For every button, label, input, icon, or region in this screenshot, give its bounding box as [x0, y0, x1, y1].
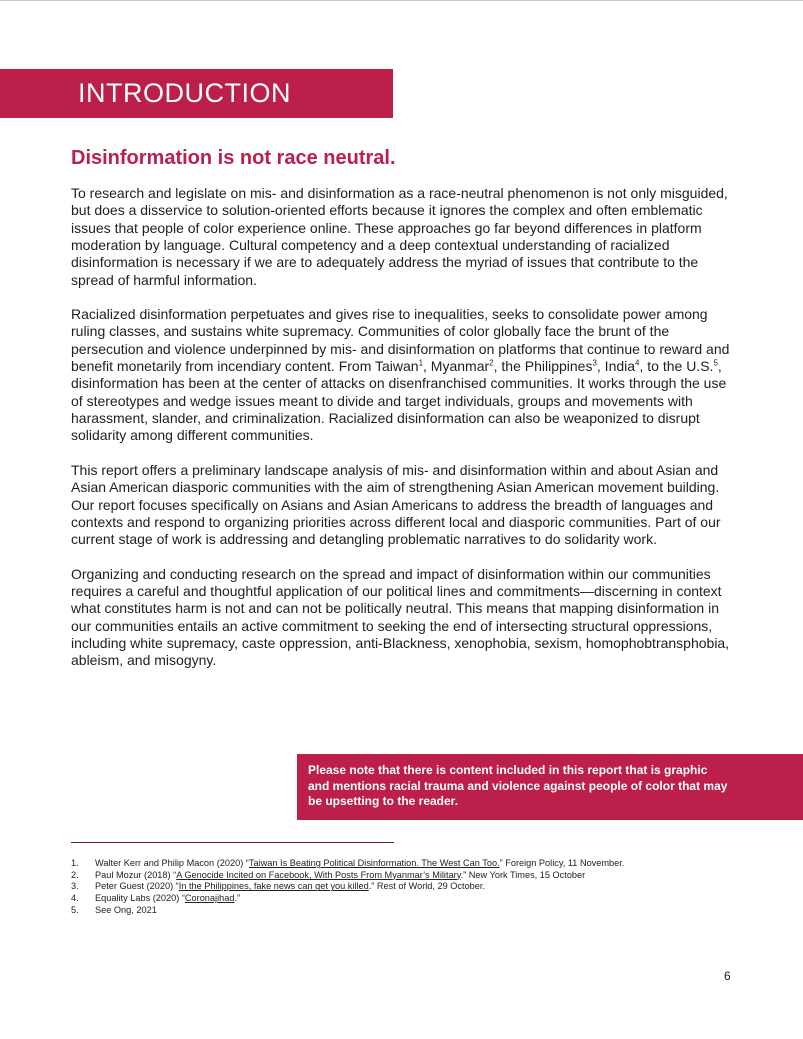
- footnote-text: Peter Guest (2020) “: [95, 881, 179, 892]
- paragraph-2-part-f: , disinformation has been at the center of attacks on disenfranchised communities. It works through the use of stereotypes and wedge issues meant to divide and target individuals, groups and movements with harassment, slander, and criminalization. Racialized disinformation can also be weaponized to disrupt solidarity among different communities.: [71, 358, 727, 444]
- paragraph-3: This report offers a preliminary landscape analysis of mis- and disinformation within and about Asian and Asian American diasporic communities with the aim of strengthening Asian American movement building. Our report focuses specifically on Asians and Asian Americans to address the breadth of languages and contexts and respond to organizing priorities across different local and diasporic communities. Part of our current stage of work is addressing and detangling problematic narratives to do solidarity work.: [71, 461, 721, 548]
- footnote-item: [71, 905, 731, 917]
- paragraph-4: Organizing and conducting research on the spread and impact of disinformation within our communities requires a careful and thoughtful application of our political lines and commitments—discerning in context what constitutes harm is not and can not be politically neutral. This means that mapping disinformation in our communities entails an active commitment to seeking the end of intersecting structural oppressions, including white supremacy, caste oppression, anti-Blackness, xenophobia, sexism, homophobtransphobia, ableism, and misogyny.: [71, 565, 730, 669]
- content-warning-text: Please note that there is content included in this report that is graphic and mentions racial trauma and violence against people of color that may be upsetting to the reader.: [308, 763, 728, 808]
- footnote-ref-1: 1: [418, 358, 424, 368]
- footnote-ref-3: 3: [592, 358, 597, 368]
- paragraph-2-part-a: Racialized disinformation perpetuates and gives rise to inequalities, seeks to consolidate power among ruling classes, and sustains white supremacy. Communities of color globally face the brunt of the persecution and violence underpinned by mis- and disinformation on platforms that continue to reward and benefit monetarily from incendiary content. From Taiwan: [71, 306, 730, 375]
- paragraph-2-part-e: , to the U.S.: [639, 358, 714, 375]
- section-title: INTRODUCTION: [78, 78, 291, 108]
- paragraph-2-part-b: , Myanmar: [423, 358, 490, 375]
- footnote-text-after: .” Rest of World, 29 October.: [368, 881, 486, 892]
- paragraph-1: To research and legislate on mis- and disinformation as a race-neutral phenomenon is not only misguided, but does a disservice to solution-oriented efforts because it ignores the complex and often emblematic issues that people of color experience online. These approaches go far beyond differences in platform moderation by language. Cultural competency and a deep contextual understanding of racialized disinformation is necessary if we are to adequately address the myriad of issues that contribute to the spread of harmful information.: [71, 185, 728, 288]
- paragraph-2-part-d: , India: [596, 358, 636, 375]
- footnote-item: [71, 870, 731, 882]
- footnote-item: [71, 893, 731, 905]
- content-warning-box: [297, 754, 803, 820]
- section-banner: [0, 69, 393, 118]
- footnote-text: Walter Kerr and Philip Macon (2020) “: [95, 858, 249, 868]
- footnote-divider: [71, 842, 394, 843]
- paragraph-2: [71, 306, 735, 445]
- footnote-item: [71, 858, 731, 870]
- footnote-text: Paul Mozur (2018) “: [95, 869, 177, 880]
- footnote-text-after: .”: [234, 893, 241, 904]
- footnote-number: 5.: [71, 904, 79, 915]
- footnote-number: 1.: [71, 858, 79, 868]
- paragraph-2-part-c: , the Philippines: [493, 358, 593, 375]
- footnote-number: 4.: [71, 893, 79, 904]
- footnote-text: See Ong, 2021: [95, 904, 157, 915]
- footnote-item: [71, 881, 731, 893]
- footnote-ref-5: 5: [713, 358, 718, 368]
- page-top-rule: [0, 0, 803, 1]
- footnote-text-after: ” Foreign Policy, 11 November.: [499, 858, 625, 868]
- footnote-link[interactable]: A Genocide Incited on Facebook, With Posts From Myanmar’s Military: [176, 869, 461, 880]
- footnote-link[interactable]: In the Philippines, fake news can get you killed: [178, 881, 369, 892]
- footnote-text: Equality Labs (2020) “: [95, 893, 185, 904]
- footnote-number: 2.: [71, 869, 79, 880]
- footnote-text-after: .” New York Times, 15 October: [460, 869, 586, 880]
- page-heading: Disinformation is not race neutral.: [71, 147, 396, 169]
- footnote-link[interactable]: Coronajihad: [184, 893, 235, 904]
- footnote-ref-2: 2: [489, 358, 494, 368]
- footnotes-list: [71, 858, 731, 917]
- footnote-ref-4: 4: [635, 358, 640, 368]
- page-number: 6: [724, 969, 731, 983]
- footnote-number: 3.: [71, 881, 79, 892]
- footnote-link[interactable]: Taiwan Is Beating Political Disinformation. The West Can Too.: [248, 858, 500, 868]
- body-text: [71, 185, 735, 687]
